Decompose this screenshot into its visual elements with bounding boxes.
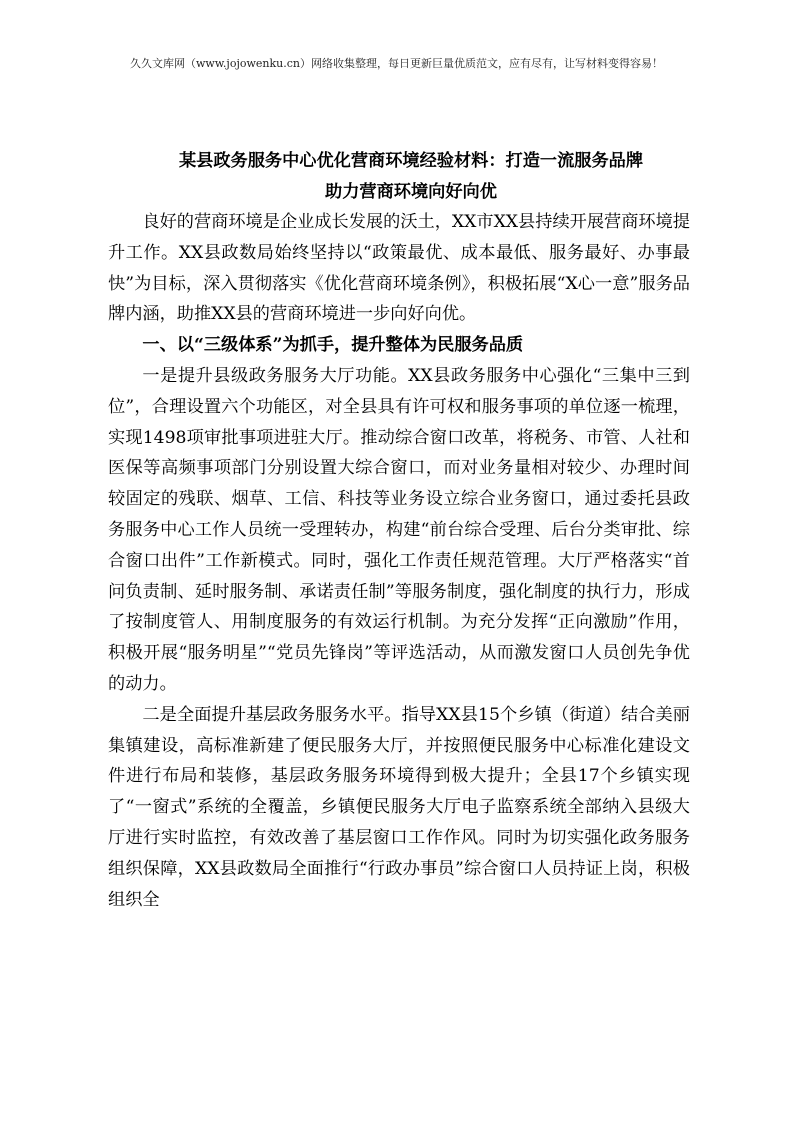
title-line-1: 某县政务服务中心优化营商环境经验材料：打造一流服务品牌 — [178, 151, 644, 171]
section-1-heading: 一、以“三级体系”为抓手，提升整体为民服务品质 — [142, 335, 524, 356]
paragraph-1: 一是提升县级政务服务大厅功能。XX县政务服务中心强化“三集中三到位”，合理设置六个功能区，对全县具有许可权和服务事项的单位逐一梳理，实现1498项审批事项进驻大厅。推动综合窗口改革，将税务、市管、人社和医保等高频事项部门分别设置大综合窗口，而对业务量相对较少、办理时间较固定的残联、烟草、工信、科技等业务设立综合业务窗口，通过委托县政务服务中心工作人员统一受理转办，构建“前台综合受理、后台分类审批、综合窗口出件”工作新模式。同时，强化工作责任规范管理。大厅严格落实“首问负责制、延时服务制、承诺责任制”等服务制度，强化制度的执行力，形成了按制度管人、用制度服务的有效运行机制。为充分发挥“正向激励”作用，积极开展“服务明星”“党员先锋岗”等评选活动，从而激发窗口人员创先争优的动力。 — [108, 365, 690, 694]
header-note: 久久文库网（www.jojowenku.cn）网络收集整理，每日更新巨量优质范文，应有尽有，让写材料变得容易！ — [129, 57, 663, 70]
paragraph-2: 二是全面提升基层政务服务水平。指导XX县15个乡镇（街道）结合美丽集镇建设，高标准新建了便民服务大厅，并按照便民服务中心标准化建设文件进行布局和装修，基层政务服务环境得到极大提升；全县17个乡镇实现了“一窗式”系统的全覆盖，乡镇便民服务大厅电子监察系统全部纳入县级大厅进行实时监控，有效改善了基层窗口工作作风。同时为切实强化政务服务组织保障，XX县政数局全面推行“行政办事员”综合窗口人员持证上岗，积极组织全 — [108, 704, 690, 910]
title-line-2: 助力营商环境向好向优 — [325, 181, 497, 202]
document-body — [108, 146, 690, 915]
intro-paragraph: 良好的营商环境是企业成长发展的沃土，XX市XX县持续开展营商环境提升工作。XX县政数局始终坚持以“政策最优、成本最低、服务最好、办事最快”为目标，深入贯彻落实《优化营商环境条例》，积极拓展“X心一意”服务品牌内涵，助推XX县的营商环境进一步向好向优。 — [108, 212, 690, 325]
